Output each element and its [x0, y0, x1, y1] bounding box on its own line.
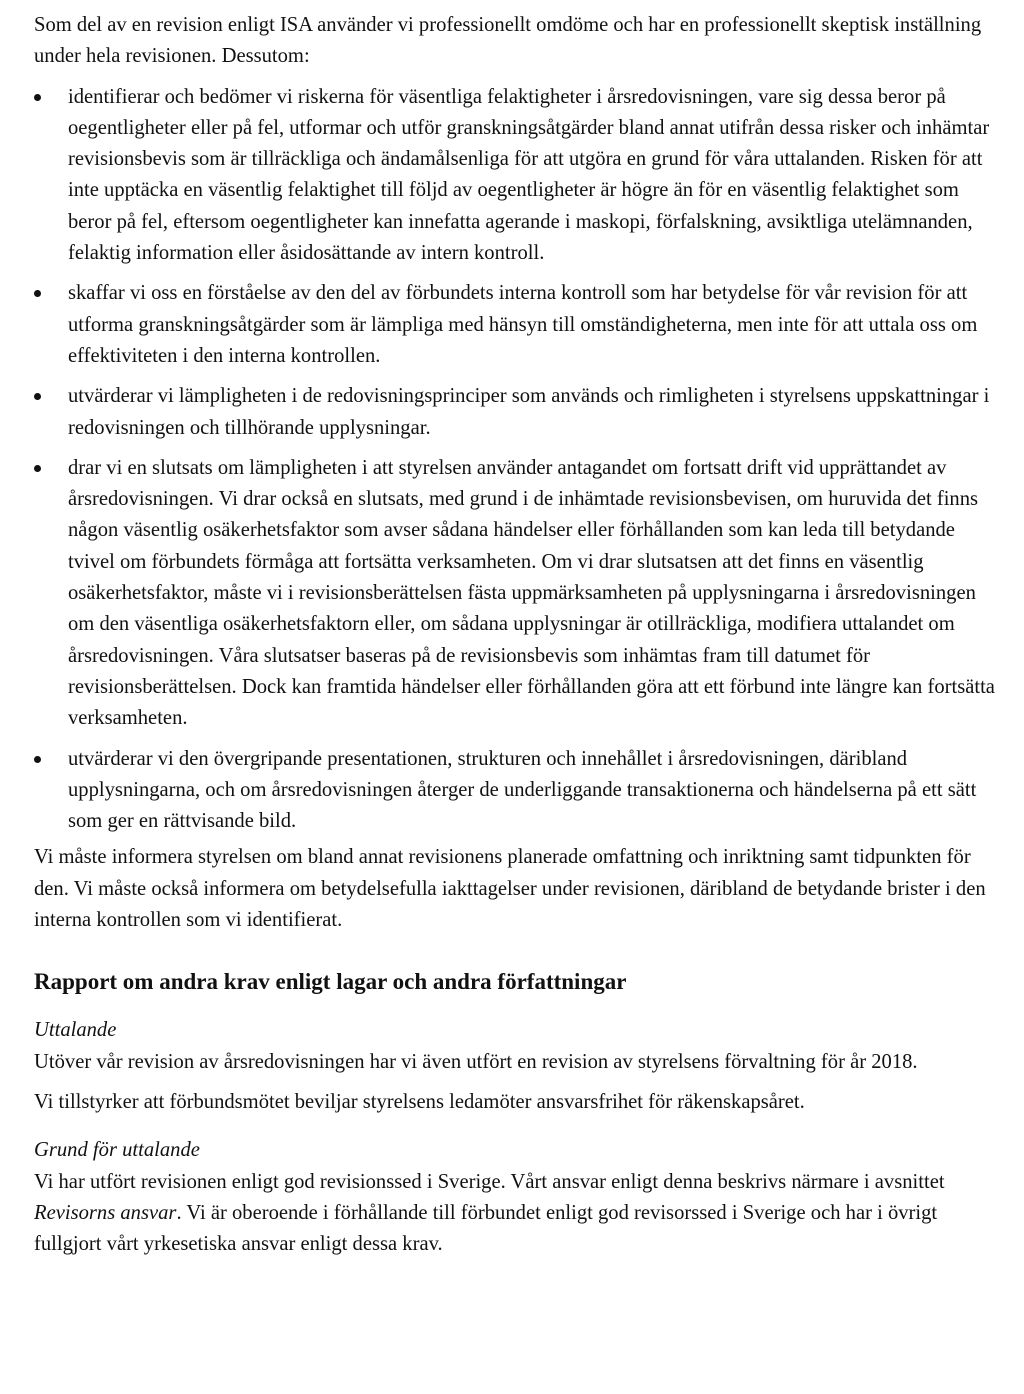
- grund-paragraph: [34, 1167, 996, 1261]
- bullet-icon: [34, 393, 41, 400]
- intro-paragraph: Som del av en revision enligt ISA använder vi professionellt omdöme och har en professionellt skeptisk inställning under hela revisionen. Dessutom:: [34, 14, 982, 68]
- grund-text-start: Vi har utfört revisionen enligt god revisionssed i Sverige. Vårt ansvar enligt denna beskrivs närmare i avsnittet: [34, 1170, 945, 1193]
- list-item: [34, 278, 996, 372]
- list-item-text: skaffar vi oss en förståelse av den del av förbundets interna kontroll som har betydelse för vår revision för att utforma granskningsåtgärder som är lämpliga med hänsyn till omständigheterna, men inte för att uttala oss om effektiviteten i den interna kontrollen.: [68, 282, 978, 367]
- grund-text-emphasis: Revisorns ansvar: [34, 1201, 177, 1224]
- closing-paragraph: Vi måste informera styrelsen om bland annat revisionens planerade omfattning och inriktning samt tidpunkten för den. Vi måste också informera om betydelsefulla iakttagelser under revisionen, däribland de betydande brister i den interna kontrollen som vi identifierat.: [34, 846, 986, 932]
- audit-responsibilities-list: [34, 82, 996, 838]
- bullet-icon: [34, 465, 41, 472]
- list-item-text: utvärderar vi den övergripande presentationen, strukturen och innehållet i årsredovisningen, däribland upplysningarna, och om årsredovisningen återger de underliggande transaktionerna och händelserna på ett sätt som ger en rättvisande bild.: [68, 747, 977, 833]
- list-item-text: utvärderar vi lämpligheten i de redovisningsprinciper som används och rimligheten i styrelsens uppskattningar i redovisningen och tillhörande upplysningar.: [68, 385, 990, 439]
- list-item: [34, 381, 996, 444]
- section-heading: Rapport om andra krav enligt lagar och andra författningar: [34, 969, 627, 995]
- uttalande-heading: Uttalande: [34, 1019, 117, 1042]
- list-item-text: drar vi en slutsats om lämpligheten i att styrelsen använder antagandet om fortsatt drift vid upprättandet av årsredovisningen. Vi drar också en slutsats, med grund i de inhämtade revisionsbevisen, om huruvida det finns någon väsentlig osäkerhetsfaktor som avser sådana händelser eller förhållanden som kan leda till betydande tvivel om förbundets förmåga att fortsätta verksamheten. Om vi drar slutsatsen att det finns en väsentlig osäkerhetsfaktor, måste vi i revisionsberättelsen fästa uppmärksamheten på upplysningarna i årsredovisningen om den väsentliga osäkerhetsfaktorn eller, om sådana upplysningar är otillräckliga, modifiera uttalandet om årsredovisningen. Våra slutsatser baseras på de revisionsbevis som inhämtas fram till datumet för revisionsberättelsen. Dock kan framtida händelser eller förhållanden göra att ett förbund inte längre kan fortsätta verksamheten.: [68, 456, 995, 730]
- list-item: [34, 453, 996, 735]
- grund-text-end: . Vi är oberoende i förhållande till förbundet enligt god revisorssed i Sverige och har i övrigt fullgjort vårt yrkesetiska ansvar enligt dessa krav.: [34, 1201, 938, 1256]
- bullet-icon: [34, 756, 41, 763]
- bullet-icon: [34, 290, 41, 297]
- grund-heading: Grund för uttalande: [34, 1139, 200, 1162]
- bullet-icon: [34, 94, 41, 101]
- uttalande-paragraph-1: Utöver vår revision av årsredovisningen har vi även utfört en revision av styrelsens förvaltning för år 2018.: [34, 1050, 918, 1073]
- list-item: [34, 82, 996, 270]
- list-item-text: identifierar och bedömer vi riskerna för väsentliga felaktigheter i årsredovisningen, vare sig dessa beror på oegentligheter eller på fel, utformar och utför granskningsåtgärder bland annat utifrån dessa risker och inhämtar revisionsbevis som är tillräckliga och ändamålsenliga för att utgöra en grund för våra uttalanden. Risken för att inte upptäcka en väsentlig felaktighet till följd av oegentligheter är högre än för en väsentlig felaktighet som beror på fel, eftersom oegentligheter kan innefatta agerande i maskopi, förfalskning, avsiktliga utelämnanden, felaktig information eller åsidosättande av intern kontroll.: [68, 85, 990, 265]
- uttalande-paragraph-2: Vi tillstyrker att förbundsmötet beviljar styrelsens ledamöter ansvarsfrihet för räkenskapsåret.: [34, 1090, 805, 1113]
- list-item: [34, 744, 996, 838]
